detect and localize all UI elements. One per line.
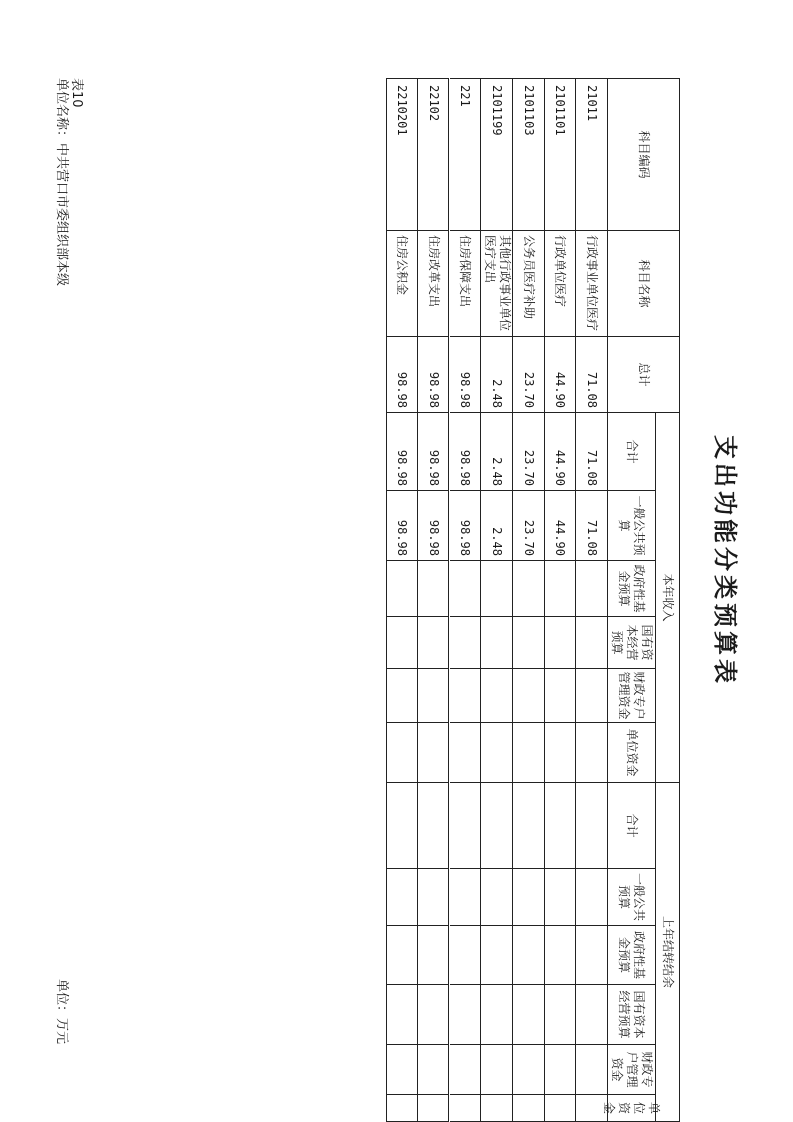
row-2-cur-fiscal-special-cell <box>545 668 577 722</box>
row-1-prev-total-cell <box>576 782 608 868</box>
row-3-prev-fiscal-special-cell <box>513 1044 545 1094</box>
row-2-cur-state-capital-cell <box>545 616 577 668</box>
row-1-cur-gov-fund-cell <box>576 560 608 616</box>
row-5-prev-state-capital-cell <box>450 984 482 1044</box>
row-1-total-cell <box>576 336 608 412</box>
row-1-name-cell-text: 行政事业单位医疗 <box>585 235 600 332</box>
row-5-cur-unit-fund-cell <box>450 722 482 782</box>
header-current-income-text: 本年收入 <box>661 573 675 622</box>
row-5-name-cell <box>450 230 482 336</box>
row-6-prev-total-cell <box>418 782 450 868</box>
row-3-prev-state-capital-cell <box>513 984 545 1044</box>
row-7-cur-fiscal-special-cell <box>386 668 418 722</box>
row-7-prev-total-cell <box>386 782 418 868</box>
row-1-prev-general-cell <box>576 868 608 925</box>
row-3-code-cell-text: 2101103 <box>521 85 536 136</box>
subheader-prev-fiscal-special <box>608 1044 656 1094</box>
subheader-prev-gov-fund-text: 政府性基金预算 <box>617 930 647 979</box>
row-7-total-cell-text: 98.98 <box>395 371 410 408</box>
subheader-prev-unit-fund <box>602 1094 662 1122</box>
row-5-name-cell-text: 住房保障支出 <box>458 235 473 308</box>
row-3-cur-gov-fund-cell <box>513 560 545 616</box>
row-5-prev-fiscal-special-cell <box>450 1044 482 1094</box>
row-1-cur-state-capital-cell <box>576 616 608 668</box>
row-3-prev-unit-fund-cell <box>513 1094 545 1122</box>
row-1-prev-fiscal-special-cell <box>576 1044 608 1094</box>
row-6-cur-total-cell-text: 98.98 <box>426 449 441 486</box>
row-3-cur-general-cell <box>513 490 545 560</box>
row-3-cur-fiscal-special-cell <box>513 668 545 722</box>
row-2-cur-unit-fund-cell <box>545 722 577 782</box>
currency-unit: 单位：万元 <box>54 978 69 1044</box>
row-2-code-cell-text: 2101101 <box>553 85 568 136</box>
row-2-prev-total-cell <box>545 782 577 868</box>
header-code-text: 科目编码 <box>637 130 651 179</box>
row-3-total-cell-text: 23.70 <box>521 371 536 408</box>
row-3-total-cell <box>513 336 545 412</box>
row-2-cur-total-cell-text: 44.90 <box>553 449 568 486</box>
row-7-prev-gov-fund-cell <box>386 925 418 984</box>
row-3-cur-state-capital-cell <box>513 616 545 668</box>
row-2-code-cell <box>545 78 577 230</box>
row-6-code-cell-text: 22102 <box>426 85 441 122</box>
row-2-prev-fiscal-special-cell <box>545 1044 577 1094</box>
subheader-prev-state-capital <box>608 984 656 1044</box>
row-4-cur-general-cell-text: 2.48 <box>490 527 505 556</box>
row-7-name-cell <box>386 230 418 336</box>
row-1-cur-general-cell-text: 71.08 <box>585 519 600 556</box>
row-4-prev-unit-fund-cell <box>481 1094 513 1122</box>
row-7-prev-state-capital-cell <box>386 984 418 1044</box>
row-4-cur-fiscal-special-cell <box>481 668 513 722</box>
subheader-prev-general-text: 一般公共预算 <box>617 872 647 921</box>
row-5-cur-total-cell-text: 98.98 <box>458 449 473 486</box>
row-4-total-cell-text: 2.48 <box>490 379 505 408</box>
row-2-prev-unit-fund-cell <box>545 1094 577 1122</box>
row-6-name-cell <box>418 230 450 336</box>
row-6-cur-state-capital-cell <box>418 616 450 668</box>
row-4-cur-total-cell <box>481 412 513 490</box>
row-6-code-cell <box>418 78 450 230</box>
row-4-cur-state-capital-cell <box>481 616 513 668</box>
subheader-prev-fiscal-special-text: 财政专户管理资金 <box>610 1051 654 1088</box>
row-6-prev-fiscal-special-cell <box>418 1044 450 1094</box>
row-7-cur-total-cell <box>386 412 418 490</box>
row-7-code-cell <box>386 78 418 230</box>
header-name <box>608 230 680 336</box>
subheader-prev-total-text: 合计 <box>625 813 639 838</box>
row-1-cur-total-cell-text: 71.08 <box>585 449 600 486</box>
row-3-cur-unit-fund-cell <box>513 722 545 782</box>
row-5-total-cell <box>450 336 482 412</box>
row-2-name-cell-text: 行政单位医疗 <box>553 235 568 308</box>
row-6-cur-general-cell-text: 98.98 <box>426 519 441 556</box>
row-2-cur-general-cell-text: 44.90 <box>553 519 568 556</box>
row-5-prev-gov-fund-cell <box>450 925 482 984</box>
subheader-prev-total <box>608 782 656 868</box>
row-5-cur-general-cell-text: 98.98 <box>458 519 473 556</box>
row-4-name-cell <box>481 230 513 336</box>
row-1-prev-state-capital-cell <box>576 984 608 1044</box>
row-5-code-cell <box>450 78 482 230</box>
subheader-cur-unit-fund-text: 单位资金 <box>625 728 639 777</box>
row-6-prev-state-capital-cell <box>418 984 450 1044</box>
row-7-prev-fiscal-special-cell <box>386 1044 418 1094</box>
row-5-code-cell-text: 221 <box>458 85 473 107</box>
row-1-prev-unit-fund-cell <box>576 1094 608 1122</box>
row-1-total-cell-text: 71.08 <box>585 371 600 408</box>
header-prior-carryover <box>656 782 680 1122</box>
subheader-cur-state-capital <box>608 616 656 668</box>
page-title: 支出功能分类预算表 <box>711 435 740 687</box>
row-7-cur-total-cell-text: 98.98 <box>395 449 410 486</box>
row-6-name-cell-text: 住房改革支出 <box>426 235 441 308</box>
row-6-prev-general-cell <box>418 868 450 925</box>
subheader-cur-general <box>608 490 656 560</box>
row-7-name-cell-text: 住房公积金 <box>395 235 410 296</box>
row-6-cur-fiscal-special-cell <box>418 668 450 722</box>
row-7-total-cell <box>386 336 418 412</box>
row-7-prev-general-cell <box>386 868 418 925</box>
row-5-total-cell-text: 98.98 <box>458 371 473 408</box>
row-4-prev-state-capital-cell <box>481 984 513 1044</box>
header-current-income <box>656 412 680 782</box>
header-total <box>608 336 680 412</box>
row-7-cur-general-cell-text: 98.98 <box>395 519 410 556</box>
row-3-cur-total-cell-text: 23.70 <box>521 449 536 486</box>
row-7-prev-unit-fund-cell <box>386 1094 418 1122</box>
row-6-cur-gov-fund-cell <box>418 560 450 616</box>
row-4-cur-total-cell-text: 2.48 <box>490 457 505 486</box>
row-6-cur-total-cell <box>418 412 450 490</box>
row-5-cur-gov-fund-cell <box>450 560 482 616</box>
row-3-cur-total-cell <box>513 412 545 490</box>
row-2-prev-general-cell <box>545 868 577 925</box>
row-1-cur-total-cell <box>576 412 608 490</box>
row-4-prev-general-cell <box>481 868 513 925</box>
row-1-name-cell <box>576 230 608 336</box>
row-4-total-cell <box>481 336 513 412</box>
subheader-prev-general <box>608 868 656 925</box>
row-2-total-cell-text: 44.90 <box>553 371 568 408</box>
row-1-code-cell <box>576 78 608 230</box>
row-2-cur-total-cell <box>545 412 577 490</box>
subheader-cur-unit-fund <box>608 722 656 782</box>
row-3-name-cell <box>513 230 545 336</box>
row-4-code-cell-text: 2101199 <box>490 85 505 136</box>
subheader-prev-state-capital-text: 国有资本经营预算 <box>617 990 647 1039</box>
row-1-code-cell-text: 21011 <box>585 85 600 122</box>
subheader-cur-state-capital-text: 国有资本经营预算 <box>610 624 654 661</box>
row-5-prev-general-cell <box>450 868 482 925</box>
row-6-prev-gov-fund-cell <box>418 925 450 984</box>
row-1-cur-fiscal-special-cell <box>576 668 608 722</box>
row-6-total-cell-text: 98.98 <box>426 371 441 408</box>
row-3-code-cell <box>513 78 545 230</box>
row-3-name-cell-text: 公务员医疗补助 <box>521 235 536 320</box>
row-3-prev-total-cell <box>513 782 545 868</box>
row-6-total-cell <box>418 336 450 412</box>
row-4-prev-gov-fund-cell <box>481 925 513 984</box>
subheader-cur-total <box>608 412 656 490</box>
row-7-code-cell-text: 2210201 <box>395 85 410 136</box>
unit-name: 单位名称：中共营口市委组织部本级 <box>54 78 69 287</box>
row-2-prev-state-capital-cell <box>545 984 577 1044</box>
subheader-cur-general-text: 一般公共预算 <box>617 495 647 556</box>
row-5-cur-general-cell <box>450 490 482 560</box>
row-5-cur-total-cell <box>450 412 482 490</box>
subheader-cur-fiscal-special <box>608 668 656 722</box>
row-4-cur-gov-fund-cell <box>481 560 513 616</box>
row-3-prev-general-cell <box>513 868 545 925</box>
subheader-cur-gov-fund-text: 政府性基金预算 <box>617 564 647 613</box>
row-2-cur-gov-fund-cell <box>545 560 577 616</box>
subheader-prev-unit-fund-text: 单位资金 <box>602 1101 662 1114</box>
row-4-prev-total-cell <box>481 782 513 868</box>
row-1-prev-gov-fund-cell <box>576 925 608 984</box>
row-1-cur-general-cell <box>576 490 608 560</box>
subheader-prev-gov-fund <box>608 925 656 984</box>
row-5-cur-fiscal-special-cell <box>450 668 482 722</box>
row-4-name-cell-text: 其他行政事业单位医疗支出 <box>482 235 512 332</box>
row-6-cur-general-cell <box>418 490 450 560</box>
row-2-cur-general-cell <box>545 490 577 560</box>
row-4-cur-unit-fund-cell <box>481 722 513 782</box>
row-5-prev-unit-fund-cell <box>450 1094 482 1122</box>
row-6-cur-unit-fund-cell <box>418 722 450 782</box>
row-7-cur-gov-fund-cell <box>386 560 418 616</box>
row-2-prev-gov-fund-cell <box>545 925 577 984</box>
header-name-text: 科目名称 <box>637 259 651 308</box>
row-4-cur-general-cell <box>481 490 513 560</box>
row-1-cur-unit-fund-cell <box>576 722 608 782</box>
row-7-cur-unit-fund-cell <box>386 722 418 782</box>
subheader-cur-gov-fund <box>608 560 656 616</box>
row-5-prev-total-cell <box>450 782 482 868</box>
header-code <box>608 78 680 230</box>
header-total-text: 总计 <box>637 362 651 387</box>
row-4-code-cell <box>481 78 513 230</box>
row-4-prev-fiscal-special-cell <box>481 1044 513 1094</box>
subheader-cur-total-text: 合计 <box>625 439 639 464</box>
row-3-prev-gov-fund-cell <box>513 925 545 984</box>
row-6-prev-unit-fund-cell <box>418 1094 450 1122</box>
row-5-cur-state-capital-cell <box>450 616 482 668</box>
row-7-cur-state-capital-cell <box>386 616 418 668</box>
subheader-cur-fiscal-special-text: 财政专户管理资金 <box>617 671 647 720</box>
row-2-name-cell <box>545 230 577 336</box>
table-number: 表10 <box>69 78 84 108</box>
row-7-cur-general-cell <box>386 490 418 560</box>
row-3-cur-general-cell-text: 23.70 <box>521 519 536 556</box>
row-2-total-cell <box>545 336 577 412</box>
header-prior-carryover-text: 上年结转结余 <box>661 915 675 988</box>
